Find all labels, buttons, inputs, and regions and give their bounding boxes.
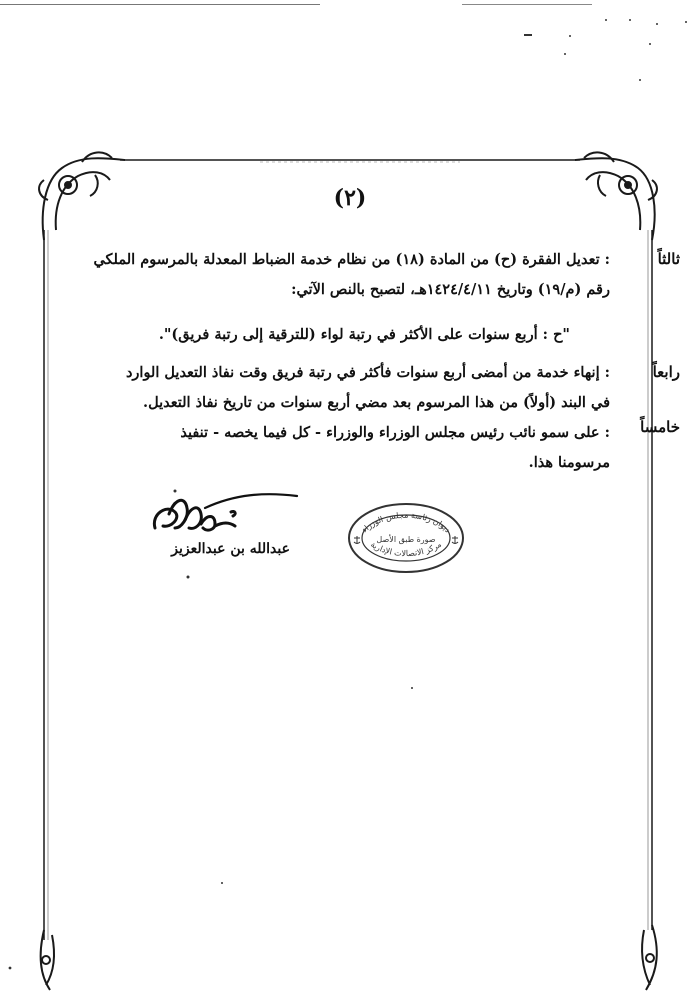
article-line: : إنهاء خدمة من أمضى أربع سنوات فأكثر في رتبة فريق وقت نفاذ التعديل الوارد [125, 364, 610, 381]
page-number: (٢) [333, 185, 367, 211]
handwritten-signature [145, 484, 305, 540]
article-body-fifth [90, 418, 610, 478]
corner-ornament-bottom-left [41, 930, 54, 990]
official-seal [347, 502, 465, 574]
article-label-fourth: رابعاً [652, 363, 680, 381]
corner-ornament-top-right [575, 152, 657, 240]
article-line: رقم (م/١٩) وتاريخ ١٤٢٤/٤/١١هـ، لتصبح بالنص الآتي: [291, 281, 610, 298]
article-line: : على سمو نائب رئيس مجلس الوزراء والوزراء - كل فيما يخصه - تنفيذ [180, 424, 610, 441]
corner-ornament-bottom-right [642, 925, 657, 990]
article-label-third: ثالثاً [657, 250, 680, 268]
amended-text-quote: "ح : أربع سنوات على الأكثر في رتبة لواء (للترقية إلى رتبة فريق)". [158, 326, 570, 343]
seal-outer-top-text: ديوان رئاسة مجلس الوزراء [359, 510, 453, 535]
article-label-fifth: خامساً [640, 418, 680, 436]
article-line: مرسومنا هذا. [528, 454, 610, 471]
corner-ornament-top-left [39, 152, 125, 240]
seal-inner-text: صورة طبق الأصل [376, 535, 436, 544]
signatory-name: عبدالله بن عبدالعزيز [171, 541, 290, 557]
article-line: : تعديل الفقرة (ح) من المادة (١٨) من نظام خدمة الضباط المعدلة بالمرسوم الملكي [93, 251, 610, 268]
scan-specks [9, 19, 687, 969]
seal-outer-bottom-text: مركز الاتصالات الإدارية [368, 539, 444, 559]
article-body-fourth [90, 358, 610, 418]
article-line: في البند (أولاً) من هذا المرسوم بعد مضي أربع سنوات من تاريخ نفاذ التعديل. [143, 394, 610, 411]
article-body-third [90, 245, 610, 305]
